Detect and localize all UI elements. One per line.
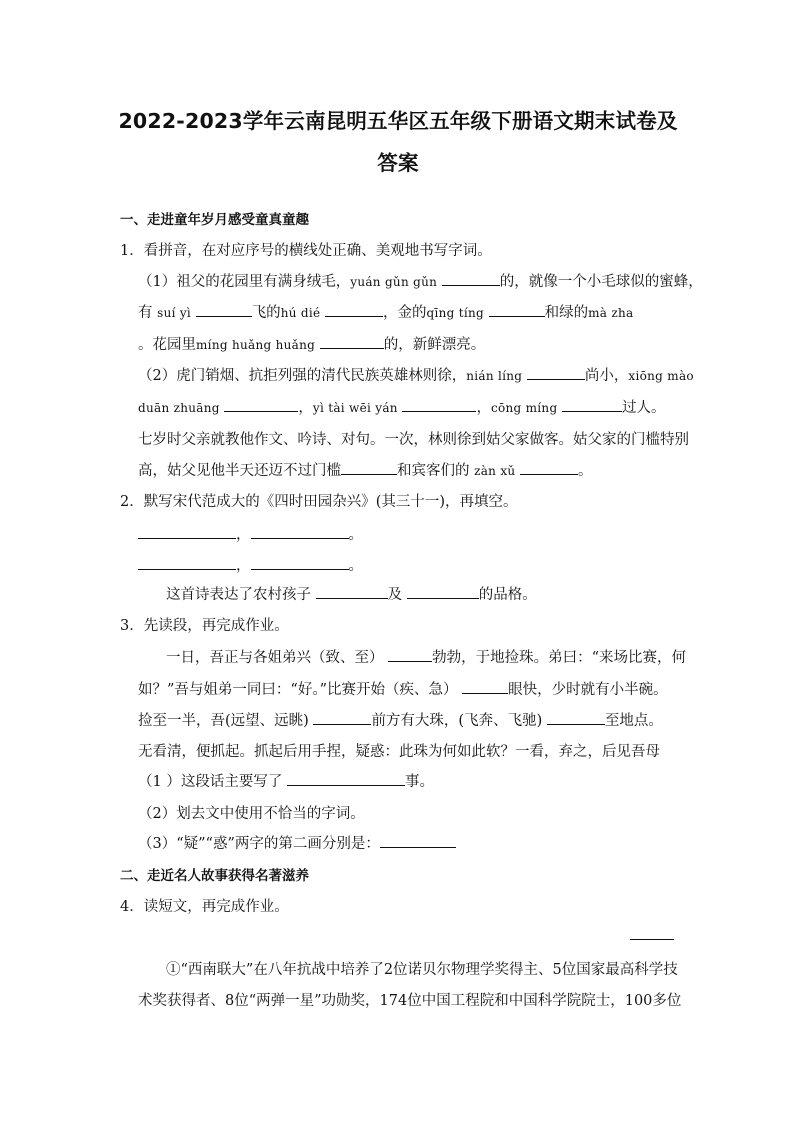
pinyin-prompt: yì tài wēi yán <box>312 401 398 415</box>
answer-blank[interactable] <box>251 525 349 539</box>
section-heading-2: 二、走近名人故事获得名著滋养 <box>120 868 309 884</box>
answer-blank[interactable] <box>520 461 578 475</box>
document-title-line-1: 2022-2023学年云南昆明五华区五年级下册语文期末试卷及 <box>118 109 678 133</box>
pinyin-prompt: mà zha <box>588 306 634 320</box>
answer-blank[interactable] <box>341 461 397 475</box>
answer-blank[interactable] <box>138 556 236 570</box>
answer-blank[interactable] <box>313 711 371 725</box>
pinyin-prompt: xiōng mào <box>628 369 694 383</box>
poem-line-2: ， 。 <box>138 554 363 575</box>
question-3-stem: 3．先读段，再完成作业。 <box>120 618 289 634</box>
divider-line <box>630 939 674 940</box>
pinyin-prompt: cōng míng <box>490 401 558 415</box>
answer-blank[interactable] <box>402 398 476 412</box>
answer-blank[interactable] <box>325 303 383 317</box>
answer-blank[interactable] <box>407 585 479 599</box>
question-1-part-2-line-3: 七岁时父亲就教他作文、吟诗、对句。一次，林则徐到姑父家做客。姑父家的门槛特别 <box>138 432 689 448</box>
pinyin-prompt: yuán gǔn gǔn <box>350 275 438 289</box>
answer-blank[interactable] <box>316 585 388 599</box>
answer-blank[interactable] <box>489 303 545 317</box>
answer-blank[interactable] <box>138 525 236 539</box>
question-1-part-1-line-2: 有 suí yì 飞的hú dié ，金的qīng tíng 和绿的mà zha <box>138 305 634 321</box>
answer-blank[interactable] <box>442 272 500 286</box>
answer-blank[interactable] <box>251 556 349 570</box>
answer-blank[interactable] <box>527 366 585 380</box>
pinyin-prompt: nián líng <box>466 369 523 383</box>
question-1-part-1-line-3: 。花园里míng huǎng huǎng 的，新鲜漂亮。 <box>138 337 486 353</box>
section-heading-1: 一、走进童年岁月感受童真童趣 <box>120 212 309 228</box>
answer-blank[interactable] <box>320 335 384 349</box>
document-title-line-2: 答案 <box>377 151 419 175</box>
answer-blank[interactable] <box>224 398 298 412</box>
question-2-stem: 2．默写宋代范成大的《四时田园杂兴》(其三十一)，再填空。 <box>120 494 518 510</box>
pinyin-prompt: hú dié <box>280 306 321 320</box>
answer-blank[interactable] <box>388 648 432 662</box>
question-3-sub-1: （1 ）这段话主要写了 事。 <box>138 774 434 790</box>
question-1-part-1-line-1: （1）祖父的花园里有满身绒毛，yuán gǔn gǔn 的，就像一个小毛球似的蜜蜂， <box>138 274 703 290</box>
pinyin-prompt: zàn xǔ <box>474 464 516 478</box>
pinyin-prompt: míng huǎng huǎng <box>196 338 316 352</box>
poem-line-1: ， 。 <box>138 523 363 544</box>
answer-blank[interactable] <box>462 680 508 694</box>
passage-line-3: 捡至一半，吾(远望、远眺) 前方有大珠，(飞奔、飞驰) 至地点。 <box>138 713 663 729</box>
pinyin-prompt: qīng tíng <box>426 306 485 320</box>
question-3-sub-3: （3）“疑”“惑”两字的第二画分别是： <box>138 832 456 853</box>
article-line-2: 术奖获得者、8位“两弹一星”功勋奖，174位中国工程院和中国科学院院士，100多位 <box>138 993 682 1009</box>
question-1-part-2-line-4: 高，姑父见他半天还迈不过门槛 和宾客们的 zàn xǔ 。 <box>138 463 593 479</box>
passage-line-2: 如？”吾与姐弟一同曰：“好。”比赛开始（疾、急） 眼快，少时就有小半碗。 <box>138 682 668 698</box>
answer-blank[interactable] <box>287 772 405 786</box>
pinyin-prompt: suí yì <box>157 306 192 320</box>
passage-line-4: 无看清，便抓起。抓起后用手捏，疑惑：此珠为何如此软？一看，弃之，后见吾母 <box>138 744 660 760</box>
answer-blank[interactable] <box>380 834 456 848</box>
article-line-1: ①“西南联大”在八年抗战中培养了2位诺贝尔物理学奖得主、5位国家最高科学技 <box>166 962 678 978</box>
question-3-sub-2: （2）划去文中使用不恰当的字词。 <box>138 806 365 822</box>
question-4-stem: 4．读短文，再完成作业。 <box>120 899 289 915</box>
answer-blank[interactable] <box>562 398 622 412</box>
answer-blank[interactable] <box>196 303 252 317</box>
question-1-part-2-line-2: duān zhuāng ，yì tài wēi yán ，cōng míng 过人。 <box>138 400 666 416</box>
answer-blank[interactable] <box>547 711 605 725</box>
pinyin-prompt: duān zhuāng <box>138 401 220 415</box>
question-1-part-2-line-1: （2）虎门销烟、抗拒列强的清代民族英雄林则徐，nián líng 尚小，xiōng mào <box>138 368 694 384</box>
passage-line-1: 一日，吾正与各姐弟兴（致、至） 勃勃，于地捡珠。弟曰：“来场比赛，何 <box>166 650 687 666</box>
poem-summary: 这首诗表达了农村孩子 及 的品格。 <box>166 587 537 603</box>
question-1-stem: 1．看拼音，在对应序号的横线处正确、美观地书写字词。 <box>120 243 492 259</box>
